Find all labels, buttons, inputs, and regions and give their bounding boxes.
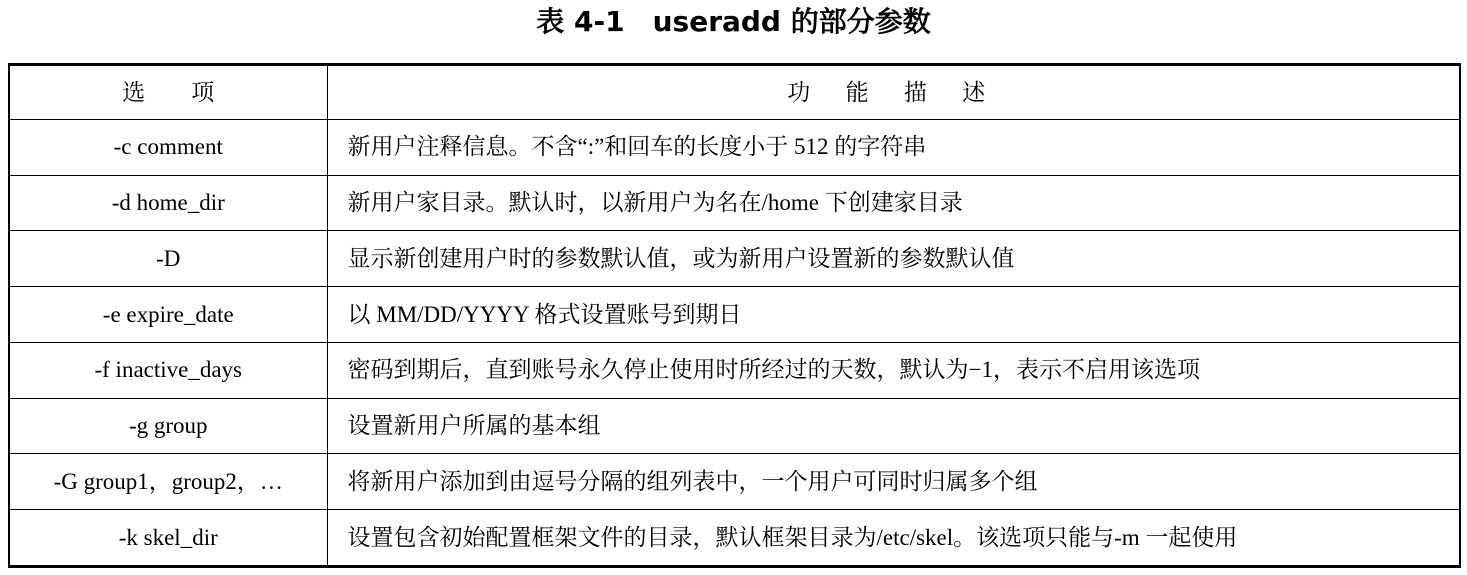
table-row — [9, 120, 1460, 176]
description-cell: 设置包含初始配置框架文件的目录，默认框架目录为/etc/skel。该选项只能与-m 一起使用 — [327, 510, 1460, 567]
option-cell: -f inactive_days — [9, 342, 327, 398]
description-cell: 将新用户添加到由逗号分隔的组列表中，一个用户可同时归属多个组 — [327, 454, 1460, 510]
table-row — [9, 287, 1460, 343]
option-cell: -D — [9, 231, 327, 287]
header-description: 功 能 描 述 — [327, 65, 1460, 120]
table-row — [9, 398, 1460, 454]
table-header-row — [9, 65, 1460, 120]
table-row — [9, 454, 1460, 510]
option-cell: -d home_dir — [9, 175, 327, 231]
option-cell: -k skel_dir — [9, 510, 327, 567]
description-cell: 新用户注释信息。不含“:”和回车的长度小于 512 的字符串 — [327, 120, 1460, 176]
useradd-parameters-table — [8, 63, 1461, 568]
option-cell: -e expire_date — [9, 287, 327, 343]
table-row — [9, 342, 1460, 398]
table-row — [9, 175, 1460, 231]
table-row — [9, 510, 1460, 567]
description-cell: 显示新创建用户时的参数默认值，或为新用户设置新的参数默认值 — [327, 231, 1460, 287]
table-row — [9, 231, 1460, 287]
description-cell: 密码到期后，直到账号永久停止使用时所经过的天数，默认为−1，表示不启用该选项 — [327, 342, 1460, 398]
option-cell: -g group — [9, 398, 327, 454]
description-cell: 新用户家目录。默认时，以新用户为名在/home 下创建家目录 — [327, 175, 1460, 231]
header-option: 选 项 — [9, 65, 327, 120]
description-cell: 设置新用户所属的基本组 — [327, 398, 1460, 454]
table-caption: 表 4-1 useradd 的部分参数 — [536, 5, 931, 38]
description-cell: 以 MM/DD/YYYY 格式设置账号到期日 — [327, 287, 1460, 343]
option-cell: -c comment — [9, 120, 327, 176]
option-cell: -G group1，group2，… — [9, 454, 327, 510]
